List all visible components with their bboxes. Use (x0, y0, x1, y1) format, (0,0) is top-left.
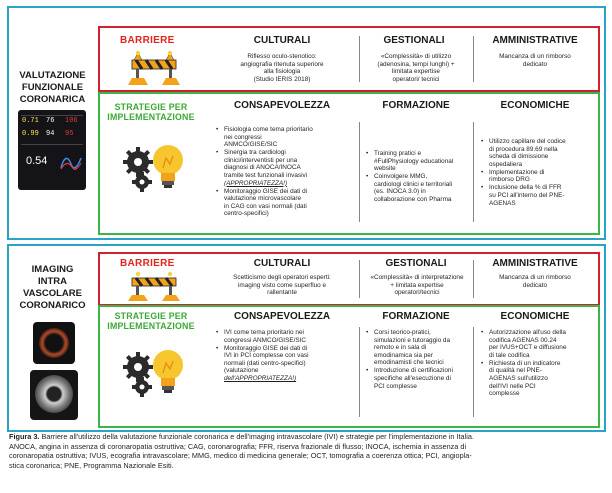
strategies-label (102, 102, 200, 122)
gears-lightbulb-icon (122, 343, 188, 403)
ivus-image (30, 370, 78, 420)
text-line: • IVI come tema prioritario nei (224, 329, 304, 336)
text-line: congressi ANMCO/GISE/SIC (224, 336, 307, 344)
list-item (216, 126, 354, 149)
list-item (366, 367, 472, 390)
barriers-box (98, 26, 600, 92)
text-line: Scetticismo degli operatori esperti: (233, 274, 331, 281)
text-line: diagnosi di ANOCA/INOCA (224, 164, 301, 172)
text-line: dedicato (522, 60, 548, 68)
text-line: clinici/interventisti per una (224, 156, 298, 164)
culturali-text (212, 53, 352, 83)
monitor-ratio: 0.54 (26, 155, 48, 167)
text-line: scheda di dimissione (489, 153, 549, 161)
consapevolezza-list (216, 329, 356, 383)
list-item (366, 173, 472, 203)
text-line: • Richiesta di un indicatore (489, 359, 561, 367)
text-line: • Inclusione della % di FFR (489, 184, 562, 192)
text-line: operatori/tecnici (394, 289, 440, 297)
text-line: Mancanza di un rimborso (499, 274, 571, 281)
culturali-heading: CULTURALI (253, 35, 311, 46)
text-line: • Monitoraggio GISE dei dati di (224, 187, 308, 195)
caption-line (9, 432, 603, 442)
label-line: IMPLEMENTAZIONE (107, 321, 195, 331)
strategies-box (98, 92, 600, 235)
text-line: Mancanza di un rimborso (499, 53, 571, 60)
title-line: CORONARICO (19, 300, 86, 311)
text-line: specifiche all'esecuzione di (374, 374, 451, 382)
divider (473, 260, 474, 298)
economiche-heading: ECONOMICHE (500, 100, 570, 111)
text-line: di qualità nel PNE- (489, 367, 542, 375)
title-line: CORONARICA (19, 94, 86, 105)
text-line: ospedaliera (489, 160, 523, 168)
monitor-value: 0.71 (22, 117, 39, 125)
list-item (481, 360, 593, 398)
text-line: centro-specifici) (224, 210, 269, 218)
list-item (216, 329, 356, 344)
text-line: alla fisiologia (263, 68, 301, 76)
title-line: VALUTAZIONE (19, 70, 86, 81)
barriers-label: BARRIERE (120, 35, 175, 46)
divider (473, 327, 474, 417)
barriers-label: BARRIERE (120, 258, 175, 269)
formazione-heading: FORMAZIONE (382, 311, 450, 322)
text-line: rimborso DRG (489, 176, 530, 184)
text-line: nei congressi (224, 133, 262, 141)
divider (359, 260, 360, 298)
gestionali-heading: GESTIONALI (383, 35, 445, 46)
text-line: • Utilizzo capillare del codice (489, 138, 566, 145)
caption-line: coronaropatia ostruttiva; IVUS, ecografia intravascolare; MMG, medico di medicina generale; OCT, tomografia a coerenza ottica; PCI, angiopla- (9, 451, 472, 461)
text-line: AGENAS sull'utilizzo (489, 374, 548, 382)
text-line: imaging visto come superfluo e (237, 281, 327, 289)
text-line: + limitata expertise (390, 281, 444, 289)
text-line: website (374, 165, 396, 173)
text-line: collaborazione con Pharma (374, 195, 452, 203)
text-line: (es. INOCA 3.0) in (374, 188, 426, 196)
text-line: simulazioni e tutoraggio da (374, 336, 451, 344)
gears-lightbulb-icon (122, 138, 188, 198)
list-item (481, 184, 593, 207)
text-line: PCI complesse (374, 382, 417, 390)
text-line: dell'APPROPRIATEZZA!) (224, 374, 297, 382)
text-line: • Corsi teorico-pratici, (374, 329, 431, 336)
divider (473, 36, 474, 82)
text-line: codifica AGENAS 00.24 (489, 336, 557, 344)
text-line: AGENAS (489, 199, 516, 207)
gestionali-text (362, 274, 472, 297)
amministrative-text (480, 53, 590, 68)
label-line: STRATEGIE PER (114, 102, 188, 112)
caption-text: Barriere all'utilizzo della valutazione funzionale coronarica e dell'imaging intravascolare (IVI) e strategie per l'implementazione in Italia. (39, 432, 474, 441)
caption-line: stica coronarica; PNE, Programma Nazionale Esiti. (9, 461, 174, 471)
text-line: dell'IVI nelle PCI (489, 382, 536, 390)
list-item (366, 150, 472, 173)
economiche-list (481, 138, 593, 208)
title-line: VASCOLARE (23, 288, 82, 299)
divider (359, 122, 360, 222)
text-line: • Training pratici e (374, 150, 422, 157)
monitor-row (21, 115, 83, 128)
text-line: «Complessità» di interpretazione (370, 274, 464, 281)
monitor-value: 106 (65, 117, 78, 125)
section-intravascular-imaging (7, 244, 606, 432)
formazione-list (366, 150, 472, 204)
text-line: in CAG con vasi normali (dati (224, 202, 307, 210)
text-line: angiografia ritenuta superiore (240, 60, 324, 68)
section-functional-assessment (7, 6, 606, 240)
amministrative-heading: AMMINISTRATIVE (492, 258, 578, 269)
text-line: complesse (489, 390, 520, 398)
text-line: rallentante (267, 289, 297, 297)
text-line: • Autorizzazione all'uso della (489, 329, 566, 336)
culturali-text (210, 274, 354, 297)
strategies-label (102, 311, 200, 331)
consapevolezza-heading: CONSAPEVOLEZZA (233, 100, 331, 111)
text-line: tramite test funzionali invasivi (224, 171, 308, 179)
text-line: emodinamica sia per (374, 351, 433, 359)
text-line: valutazione microvascolare (224, 195, 302, 203)
text-line: IVI in PCI complesse con vasi (224, 352, 309, 360)
consapevolezza-heading: CONSAPEVOLEZZA (233, 311, 331, 322)
caption-line: ANOCA, angina in assenza di coronaropatia ostruttiva; CAG, coronarografia; FFR, riserva frazionale di flusso; INOCA, ischemia in assenza di (9, 441, 467, 451)
text-line: • Implementazione di (489, 168, 545, 176)
text-line: (valutazione (224, 367, 259, 375)
text-line: (adenosina, tempi lunghi) + (377, 60, 455, 68)
label-line: STRATEGIE PER (114, 311, 188, 321)
title-line: FUNZIONALE (21, 82, 84, 93)
monitor-value: 95 (65, 130, 74, 138)
divider (359, 327, 360, 417)
text-line: «Complessità» di utilizzo (380, 53, 452, 60)
divider (473, 122, 474, 222)
monitor-value: 76 (46, 117, 55, 125)
list-item (481, 169, 593, 184)
text-line: • Introduzione di certificazioni (374, 367, 453, 375)
text-line: • Fisiologia come tema prioritario (224, 126, 313, 133)
pressure-monitor-image (18, 110, 86, 190)
text-line: su PCI all'interno del PNE- (489, 191, 565, 199)
text-line: limitata expertise (392, 68, 440, 76)
text-line: remoto e in sala di (374, 344, 427, 352)
list-item (216, 345, 356, 383)
section-title (10, 70, 95, 106)
barriers-box (98, 252, 600, 306)
amministrative-text (480, 274, 590, 289)
consapevolezza-list (216, 126, 354, 218)
text-line: • Monitoraggio GISE dei dati di (224, 344, 308, 352)
culturali-heading: CULTURALI (253, 258, 311, 269)
formazione-list (366, 329, 472, 391)
waveform-icon (60, 154, 82, 170)
monitor-value: 94 (46, 130, 55, 138)
economiche-heading: ECONOMICHE (500, 311, 570, 322)
text-line: (APPROPRIATEZZA!) (224, 179, 288, 187)
vessel-ring (35, 375, 73, 413)
title-line: IMAGING (31, 264, 74, 275)
text-line: cardiologi clinici e territoriali (374, 180, 453, 188)
text-line: (Studio IERIS 2018) (253, 75, 311, 83)
list-item (216, 149, 354, 187)
text-line: normali (dati centro-specifici) (224, 359, 306, 367)
list-item (481, 329, 593, 359)
divider (359, 36, 360, 82)
text-line: ANMCO/GISE/SIC (224, 141, 278, 149)
text-line: Riflesso oculo-stenotico: (247, 53, 317, 60)
roadblock-icon (126, 270, 182, 302)
text-line: di procedura 89.69 nella (489, 145, 558, 153)
text-line: • Sinergia tra cardiologi (224, 149, 286, 157)
oct-image (33, 322, 75, 364)
amministrative-heading: AMMINISTRATIVE (492, 35, 578, 46)
monitor-divider (21, 144, 83, 145)
vessel-ring (39, 328, 69, 358)
gestionali-heading: GESTIONALI (385, 258, 447, 269)
list-item (216, 188, 354, 218)
caption-label: Figura 3. (9, 432, 40, 441)
monitor-row (21, 129, 83, 141)
monitor-value: 0.99 (22, 130, 39, 138)
text-line: emodinamisti che tecnici (374, 359, 444, 367)
text-line: di tale codifica (489, 351, 530, 359)
text-line: per IVUS+OCT e diffusione (489, 344, 567, 352)
formazione-heading: FORMAZIONE (382, 100, 450, 111)
text-line: • Coinvolgere MMG, (374, 173, 428, 181)
text-line: dedicato (522, 281, 548, 289)
economiche-list (481, 329, 593, 398)
label-line: IMPLEMENTAZIONE (107, 112, 195, 122)
roadblock-icon (126, 50, 182, 86)
figure-caption (9, 432, 603, 471)
title-line: INTRA (37, 276, 68, 287)
list-item (366, 329, 472, 367)
list-item (481, 138, 593, 168)
strategies-box (98, 305, 600, 428)
section-title (10, 264, 95, 312)
text-line: #FullPhysiology educational (374, 157, 454, 165)
gestionali-text (362, 53, 470, 83)
text-line: operatori/ tecnici (392, 75, 440, 83)
